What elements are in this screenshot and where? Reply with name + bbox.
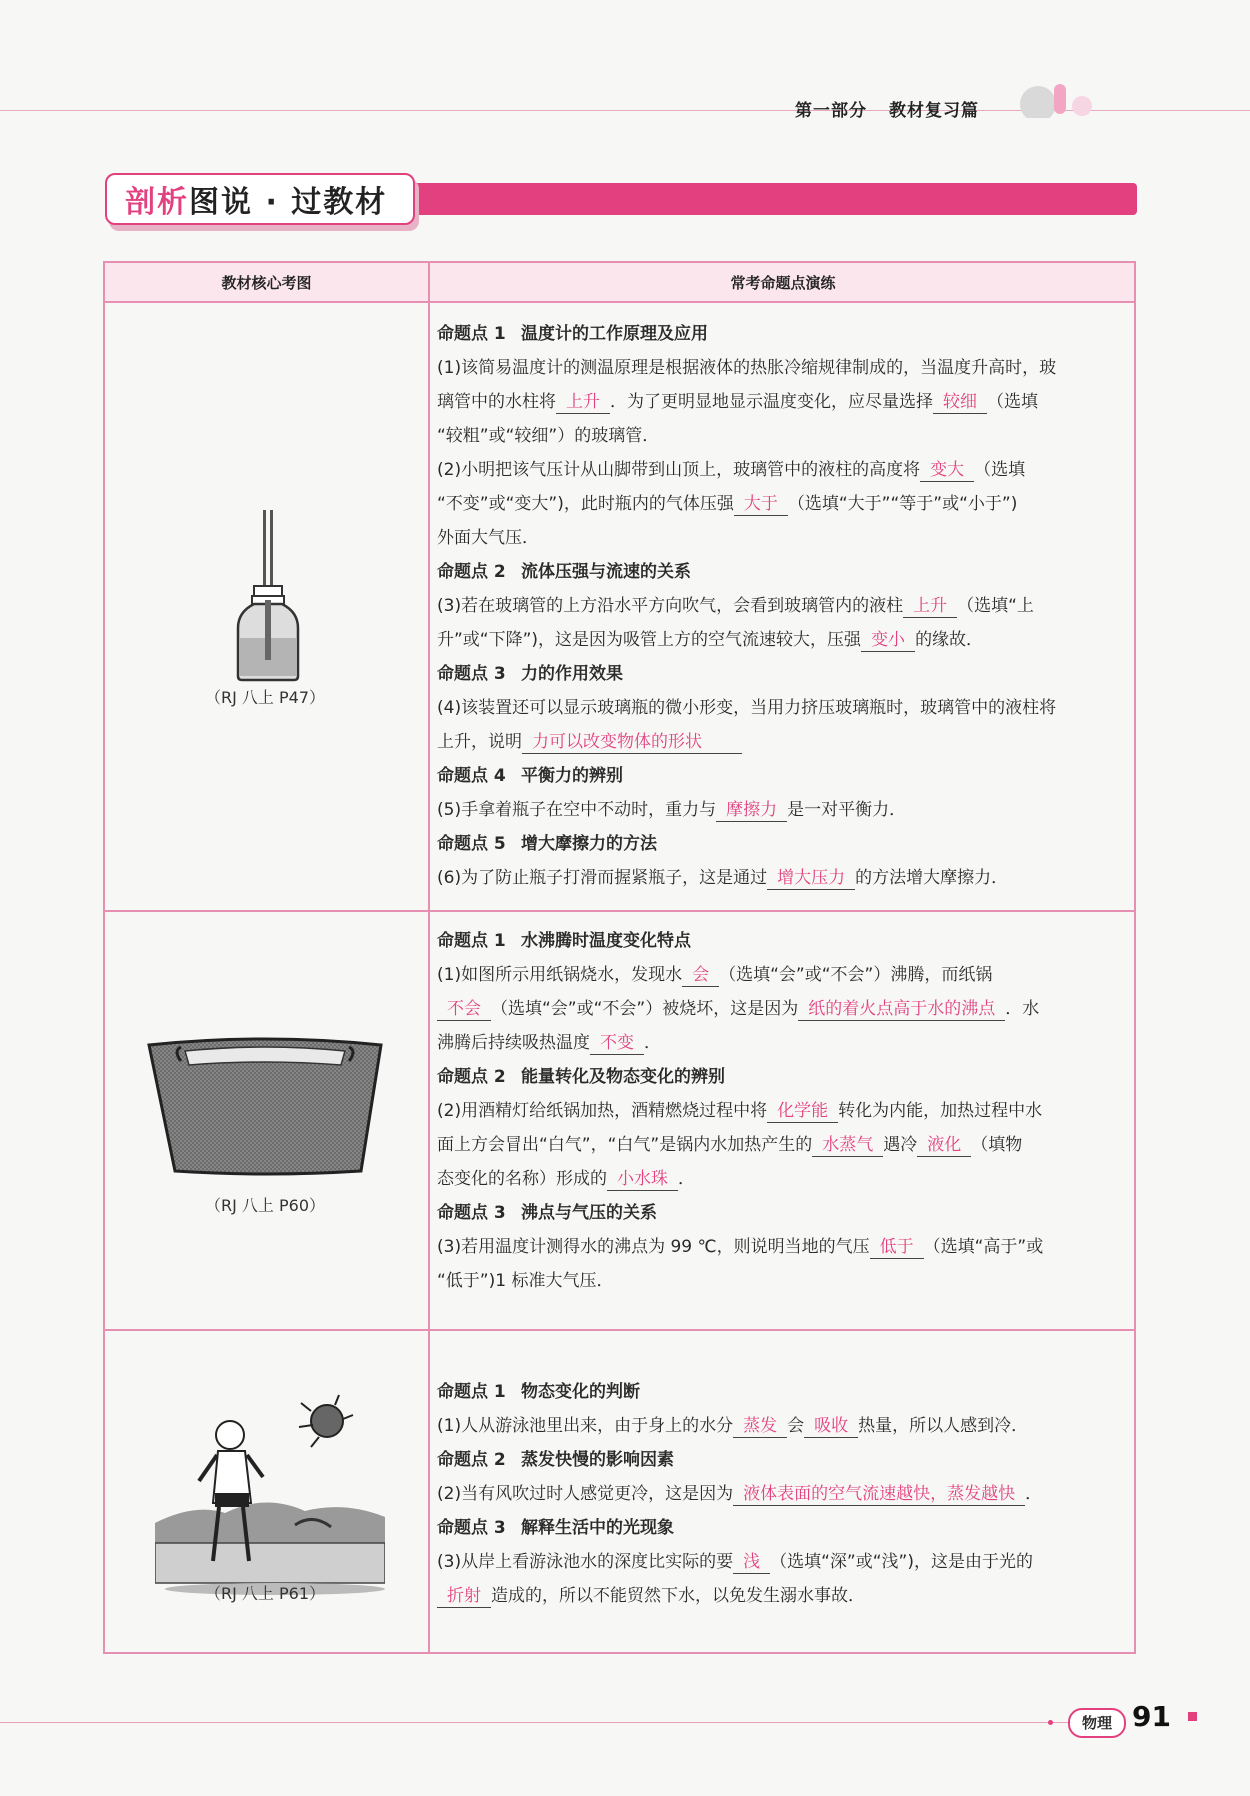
exercise-line [437,589,1127,623]
answer-blank: 浅 [733,1551,770,1574]
topic-title [437,657,1127,691]
answer-blank: 水蒸气 [812,1134,883,1157]
text-fragment: (1)该简易温度计的测温原理是根据液体的热胀冷缩规律制成的，当温度升高时，玻 [437,358,1057,378]
banner-bar [385,183,1137,215]
answer-blank: 纸的着火点高于水的沸点 [798,998,1005,1021]
answer-blank: 不变 [590,1032,644,1055]
exercise-line [437,1264,1127,1298]
text-fragment: “低于”)1 标准大气压． [437,1271,614,1291]
text-fragment: 转化为内能，加热过程中水 [838,1101,1043,1121]
column-header-figures: 教材核心考图 [221,274,312,292]
text-fragment: “较粗”或“较细”）的玻璃管． [437,426,660,446]
answer-blank: 会 [682,964,719,987]
text-fragment: 蒸发快慢的影响因素 [521,1450,674,1470]
text-fragment: (2)用酒精灯给纸锅加热，酒精燃烧过程中将 [437,1101,768,1121]
exercise-line [437,1094,1127,1128]
answer-blank: 不会 [437,998,491,1021]
topic-title [437,924,1127,958]
text-fragment: （选填“深”或“浅”)，这是由于光的 [770,1552,1033,1572]
topic-title [437,759,1127,793]
section-banner [105,173,1137,233]
text-fragment: 的方法增大摩擦力． [855,868,1009,888]
exercise-line [437,1230,1127,1264]
figure-caption: （RJ 八上 P47） [204,688,326,707]
exercise-line [437,725,1127,759]
text-fragment: 升”或“下降”)，这是因为吸管上方的空气流速较大，压强 [437,630,862,650]
text-fragment: 命题点 3 [437,664,506,684]
exercise-line [437,1579,1127,1613]
answer-blank: 液化 [917,1134,971,1157]
banner-title-accent: 剖析 [125,185,189,220]
answer-blank: 大于 [734,493,788,516]
answer-blank: 增大压力 [767,867,855,890]
paper-pot-figure [145,1031,385,1176]
exercise-line [437,385,1127,419]
banner-title [105,173,415,225]
exercise-line [437,453,1127,487]
exercise-line [437,992,1127,1026]
answer-blank: 力可以改变物体的形状 [522,731,742,754]
text-fragment: ． [678,1169,695,1189]
exercise-block-1 [437,317,1127,895]
text-fragment: （选填“大于”“等于”或“小于”) [787,494,1018,514]
topic-title [437,1196,1127,1230]
text-fragment: 物态变化的判断 [521,1382,640,1402]
text-fragment: 力的作用效果 [521,664,623,684]
row-divider [105,301,1134,303]
answer-blank: 折射 [437,1585,491,1608]
text-fragment: 命题点 3 [437,1203,506,1223]
topic-title [437,555,1127,589]
text-fragment: (3)从岸上看游泳池水的深度比实际的要 [437,1552,734,1572]
exercise-line [437,1477,1127,1511]
text-fragment: 命题点 4 [437,766,506,786]
text-fragment: 命题点 1 [437,931,506,951]
row-divider [105,910,1134,912]
page-number: 91 [1132,1700,1171,1733]
text-fragment: (2)小明把该气压计从山脚带到山顶上，玻璃管中的液柱的高度将 [437,460,921,480]
exercise-line [437,861,1127,895]
text-fragment: （选填“高于”或 [923,1237,1044,1257]
text-fragment: 能量转化及物态变化的辨别 [521,1067,725,1087]
text-fragment: 沸点与气压的关系 [521,1203,657,1223]
answer-blank: 变大 [920,459,974,482]
exercise-block-2 [437,924,1127,1298]
exercise-line [437,623,1127,657]
text-fragment: （选填“会”或“不会”）被烧坏，这是因为 [491,999,799,1019]
text-fragment: (4)该装置还可以显示玻璃瓶的微小形变，当用力挤压玻璃瓶时，玻璃管中的液柱将 [437,698,1057,718]
exercise-line [437,1409,1127,1443]
text-fragment: （选填“会”或“不会”）沸腾，而纸锅 [719,965,993,985]
text-fragment: 外面大气压． [437,528,539,548]
exercise-line [437,958,1127,992]
topic-title [437,1060,1127,1094]
subject-badge: 物理 [1068,1708,1126,1738]
text-fragment: 沸腾后持续吸热温度 [437,1033,590,1053]
text-fragment: (3)若用温度计测得水的沸点为 99 ℃，则说明当地的气压 [437,1237,870,1257]
answer-blank: 摩擦力 [716,799,787,822]
text-fragment: （选填 [974,460,1026,480]
exercise-line [437,487,1127,521]
exercise-line [437,1545,1127,1579]
text-fragment: “不变”或“变大”)，此时瓶内的气体压强 [437,494,734,514]
figure-caption: （RJ 八上 P60） [204,1196,326,1215]
decorative-shape-icon [1010,78,1100,118]
text-fragment: 璃管中的水柱将 [437,392,556,412]
answer-blank: 较细 [933,391,987,414]
text-fragment: 上升，说明 [437,732,522,752]
text-fragment: 态变化的名称）形成的 [437,1169,607,1189]
text-fragment: ． [1025,1484,1043,1504]
text-fragment: (2)当有风吹过时人感觉更冷，这是因为 [437,1484,734,1504]
footer-dot-icon [1048,1720,1053,1725]
topic-title [437,1443,1127,1477]
exercise-line [437,793,1127,827]
text-fragment: 温度计的工作原理及应用 [521,324,708,344]
text-fragment: (3)若在玻璃管的上方沿水平方向吹气，会看到玻璃管内的液柱 [437,596,904,616]
column-divider [428,263,430,1652]
text-fragment: (1)如图所示用纸锅烧水，发现水 [437,965,683,985]
text-fragment: 命题点 3 [437,1518,506,1538]
text-fragment: 命题点 2 [437,1450,506,1470]
answer-blank: 小水珠 [607,1168,678,1191]
exercise-line [437,1162,1127,1196]
topic-title [437,317,1127,351]
text-fragment: 会 [787,1416,805,1436]
text-fragment: ． [644,1033,661,1053]
text-fragment: ．为了更明显地显示温度变化，应尽量选择 [610,392,933,412]
answer-blank: 液体表面的空气流速越快，蒸发越快 [733,1483,1025,1506]
footer-rule [0,1722,1070,1723]
text-fragment: 平衡力的辨别 [521,766,623,786]
text-fragment: 遇冷 [883,1135,918,1155]
text-fragment: 流体压强与流速的关系 [521,562,691,582]
text-fragment: ．水 [1005,999,1040,1019]
row-divider [105,1329,1134,1331]
topic-title [437,1375,1127,1409]
footer-square-icon [1188,1712,1197,1721]
answer-blank: 蒸发 [733,1415,787,1438]
answer-blank: 化学能 [767,1100,838,1123]
text-fragment: 命题点 2 [437,1067,506,1087]
exercise-line [437,521,1127,555]
answer-blank: 吸收 [804,1415,858,1438]
exercise-line [437,1128,1127,1162]
text-fragment: （填物 [971,1135,1023,1155]
topic-title [437,1511,1127,1545]
text-fragment: (6)为了防止瓶子打滑而握紧瓶子，这是通过 [437,868,768,888]
exercise-line [437,1026,1127,1060]
text-fragment: 水沸腾时温度变化特点 [521,931,691,951]
header-section: 教材复习篇 [889,101,979,121]
header-part: 第一部分 [795,101,867,121]
text-fragment: 命题点 1 [437,324,506,344]
exercise-line [437,691,1127,725]
text-fragment: (5)手拿着瓶子在空中不动时，重力与 [437,800,717,820]
text-fragment: 命题点 2 [437,562,506,582]
text-fragment: 的缘故． [915,630,984,650]
answer-blank: 上升 [903,595,957,618]
bottle-thermometer-figure [230,508,310,683]
text-fragment: 是一对平衡力． [787,800,907,820]
text-fragment: 解释生活中的光现象 [521,1518,674,1538]
swimmer-figure [155,1393,385,1598]
topic-title [437,827,1127,861]
banner-title-main: 图说 · 过教材 [189,185,388,220]
answer-blank: 变小 [861,629,915,652]
text-fragment: 面上方会冒出“白气”，“白气”是锅内水加热产生的 [437,1135,813,1155]
figure-caption: （RJ 八上 P61） [204,1584,326,1603]
text-fragment: 命题点 5 [437,834,506,854]
text-fragment: 增大摩擦力的方法 [521,834,657,854]
text-fragment: 造成的，所以不能贸然下水，以免发生溺水事故． [491,1586,865,1606]
exercise-line [437,419,1127,453]
exercise-block-3 [437,1375,1127,1613]
review-table [103,261,1136,1654]
answer-blank: 低于 [870,1236,924,1259]
text-fragment: （选填 [987,392,1038,412]
text-fragment: (1)人从游泳池里出来，由于身上的水分 [437,1416,734,1436]
running-header [795,96,1001,121]
column-header-exercises: 常考命题点演练 [730,274,836,292]
text-fragment: （选填“上 [957,596,1034,616]
text-fragment: 命题点 1 [437,1382,506,1402]
answer-blank: 上升 [556,391,610,414]
text-fragment: 热量，所以人感到冷． [858,1416,1029,1436]
exercise-line [437,351,1127,385]
